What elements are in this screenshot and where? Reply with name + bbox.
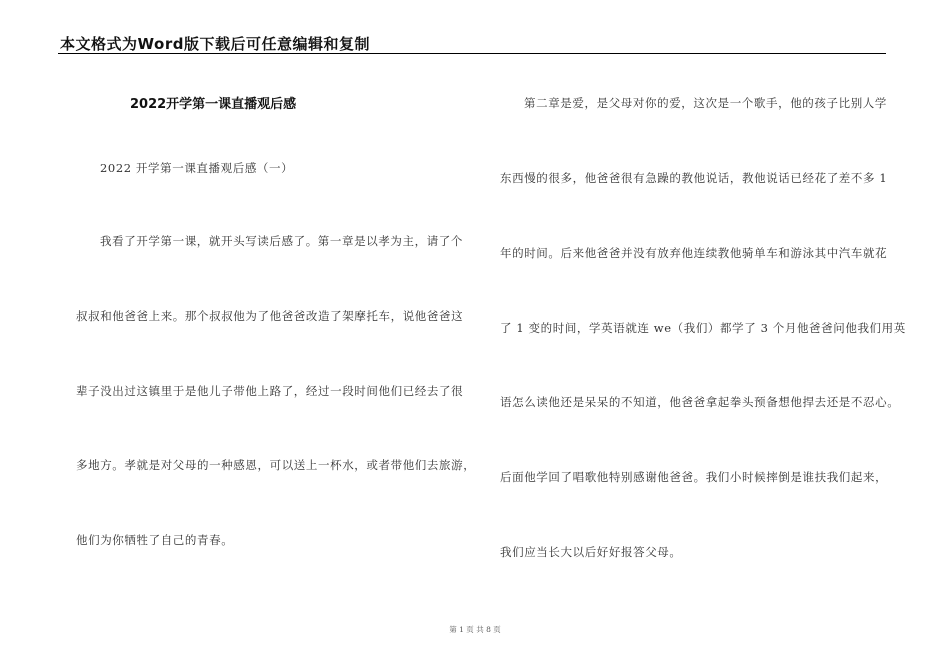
right-paragraph-line: 后面他学回了唱歌他特别感谢他爸爸。我们小时候摔倒是谁扶我们起来， — [500, 470, 888, 484]
right-paragraph-line: 语怎么读他还是呆呆的不知道，他爸爸拿起拳头预备想他捍去还是不忍心。 — [500, 395, 900, 409]
right-paragraph-line: 我们应当长大以后好好报答父母。 — [500, 545, 682, 559]
document-title: 2022开学第一课直播观后感 — [130, 97, 297, 112]
page-number: 第 1 页 共 8 页 — [449, 625, 501, 634]
left-paragraph-line: 多地方。孝就是对父母的一种感恩，可以送上一杯水，或者带他们去旅游， — [76, 458, 476, 472]
header-divider — [58, 53, 886, 54]
right-paragraph-line: 东西慢的很多，他爸爸很有急躁的教他说话，教他说话已经花了差不多 1 — [500, 171, 888, 185]
right-paragraph-line: 了 1 变的时间，学英语就连 we（我们）都学了 3 个月他爸爸问他我们用英 — [500, 321, 906, 335]
right-paragraph-line: 第二章是爱，是父母对你的爱，这次是一个歌手，他的孩子比别人学 — [524, 96, 887, 110]
left-paragraph-line: 我看了开学第一课，就开头写读后感了。第一章是以孝为主，请了个 — [100, 234, 463, 248]
left-paragraph-line: 辈子没出过这镇里于是他儿子带他上路了，经过一段时间他们已经去了很 — [76, 384, 464, 398]
left-paragraph-line: 他们为你牺牲了自己的青春。 — [76, 533, 234, 547]
left-paragraph-line: 叔叔和他爸爸上来。那个叔叔他为了他爸爸改造了架摩托车，说他爸爸这 — [76, 309, 464, 323]
download-banner: 本文格式为Word版下载后可任意编辑和复制 — [60, 35, 370, 53]
right-paragraph-line: 年的时间。后来他爸爸并没有放弃他连续教他骑单车和游泳其中汽车就花 — [500, 246, 888, 260]
section-subtitle: 2022 开学第一课直播观后感（一） — [100, 161, 294, 175]
